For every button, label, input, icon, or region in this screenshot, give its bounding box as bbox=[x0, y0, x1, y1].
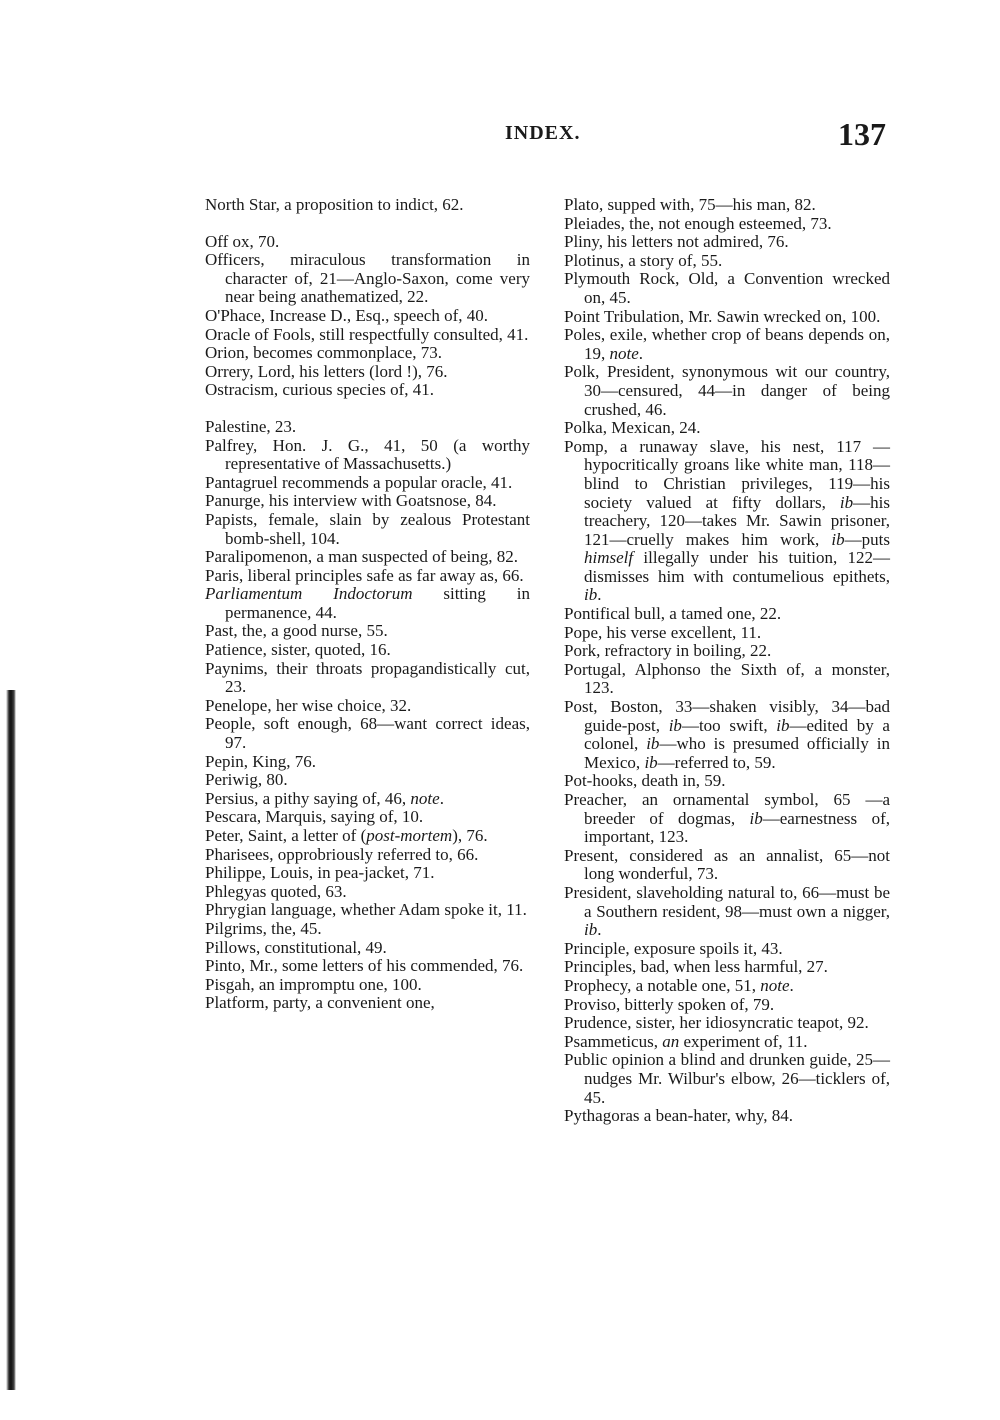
index-entry: Pescara, Marquis, saying of, 10. bbox=[205, 807, 424, 827]
index-entry: Pot-hooks, death in, 59. bbox=[564, 771, 726, 791]
index-entry: Pope, his verse excellent, 11. bbox=[564, 622, 762, 642]
index-entry: Panurge, his interview with Goatsnose, 84. bbox=[205, 491, 497, 511]
index-entry: Palestine, 23. bbox=[205, 416, 297, 436]
index-entry: Paynims, their throats propagandistically cut, 23. bbox=[205, 658, 530, 697]
index-entry: Orion, becomes commonplace, 73. bbox=[205, 343, 442, 363]
index-entry: Phlegyas quoted, 63. bbox=[205, 881, 347, 901]
index-entry: Post, Boston, 33—shaken visibly, 34—bad guide-post, ib—too swift, ib—edited by a colonel, ib—who is presumed officially in Mexico, ib—referred to, 59. bbox=[564, 697, 890, 772]
index-entry: Ostracism, curious species of, 41. bbox=[205, 380, 434, 400]
index-entry: Pliny, his letters not admired, 76. bbox=[564, 232, 789, 252]
index-entry: Poles, exile, whether crop of beans depends on, 19, note. bbox=[564, 325, 890, 363]
index-entry: Pisgah, an impromptu one, 100. bbox=[205, 974, 422, 994]
index-entry: Philippe, Louis, in pea-jacket, 71. bbox=[205, 863, 435, 883]
index-entry: Principles, bad, when less harmful, 27. bbox=[564, 957, 828, 977]
index-entry: Orrery, Lord, his letters (lord !), 76. bbox=[205, 361, 448, 381]
index-entry: Plotinus, a story of, 55. bbox=[564, 250, 723, 270]
index-entry: Point Tribulation, Mr. Sawin wrecked on, 100. bbox=[564, 306, 881, 326]
index-entry: Pork, refractory in boiling, 22. bbox=[564, 641, 772, 661]
index-entry: Palfrey, Hon. J. G., 41, 50 (a worthy representative of Massachusetts.) bbox=[205, 435, 530, 474]
index-entry: Polk, President, synonymous wit our country, 30—censured, 44—in danger of being crushed, 46. bbox=[564, 362, 890, 419]
index-entry: Polka, Mexican, 24. bbox=[564, 418, 701, 438]
index-entry: Patience, sister, quoted, 16. bbox=[205, 640, 391, 660]
index-entry: Plato, supped with, 75—his man, 82. bbox=[564, 195, 816, 214]
index-entry: Penelope, her wise choice, 32. bbox=[205, 695, 412, 715]
index-entry: Pomp, a runaway slave, his nest, 117 — hypocritically groans like white man, 118—blind to Christian privileges, 119—his society valued at fifty dollars, ib—his treachery, 120—takes Mr. Sawin prisoner, 121—cruelly makes him work, ib—puts himself illegally under his tuition, 122—dismisses him with contumelious epithets, ib. bbox=[564, 436, 890, 605]
index-column-right bbox=[564, 196, 890, 1126]
index-entry: Principle, exposure spoils it, 43. bbox=[564, 938, 783, 958]
index-entry: Pepin, King, 76. bbox=[205, 751, 316, 771]
index-entry: Pleiades, the, not enough esteemed, 73. bbox=[564, 213, 832, 233]
index-entry: Phrygian language, whether Adam spoke it, 11. bbox=[205, 900, 527, 920]
index-entry: O'Phace, Increase D., Esq., speech of, 40. bbox=[205, 305, 488, 325]
index-entry: Paris, liberal principles safe as far away as, 66. bbox=[205, 565, 524, 585]
index-entry: Parliamentum Indoctorum sitting in permanence, 44. bbox=[205, 584, 530, 622]
index-entry: Peter, Saint, a letter of (post-mortem), 76. bbox=[205, 826, 488, 845]
index-entry: Pharisees, opprobriously referred to, 66. bbox=[205, 844, 479, 864]
page-number: 137 bbox=[838, 116, 886, 152]
index-entry: Oracle of Fools, still respectfully consulted, 41. bbox=[205, 324, 529, 344]
index-entry: People, soft enough, 68—want correct ideas, 97. bbox=[205, 714, 530, 753]
running-header-title: INDEX. bbox=[505, 122, 581, 144]
index-entry: Platform, party, a convenient one, bbox=[205, 993, 435, 1013]
index-entry: Pillows, constitutional, 49. bbox=[205, 937, 387, 957]
index-entry: Past, the, a good nurse, 55. bbox=[205, 621, 388, 641]
index-entry: Psammeticus, an experiment of, 11. bbox=[564, 1031, 808, 1051]
index-entry: Pilgrims, the, 45. bbox=[205, 918, 322, 938]
index-entry: Pythagoras a bean-hater, why, 84. bbox=[564, 1106, 794, 1126]
index-entry: Periwig, 80. bbox=[205, 770, 288, 790]
index-entry: Plymouth Rock, Old, a Convention wrecked on, 45. bbox=[564, 269, 890, 307]
index-entry: Public opinion a blind and drunken guide, 25—nudges Mr. Wilbur's elbow, 26—ticklers of, 45. bbox=[564, 1050, 890, 1107]
index-entry: President, slaveholding natural to, 66—must be a Southern resident, 98—must own a nigger, ib. bbox=[564, 882, 890, 940]
index-entry: Off ox, 70. bbox=[205, 231, 280, 251]
index-entry: Persius, a pithy saying of, 46, note. bbox=[205, 788, 444, 808]
index-entry: Preacher, an ornamental symbol, 65 —a breeder of dogmas, ib—earnestness of, important, 123. bbox=[564, 790, 890, 847]
index-entry: Proviso, bitterly spoken of, 79. bbox=[564, 994, 775, 1014]
index-entry: Pantagruel recommends a popular oracle, 41. bbox=[205, 472, 513, 492]
index-entry: Pontifical bull, a tamed one, 22. bbox=[564, 604, 782, 624]
index-entry: Papists, female, slain by zealous Protestant bomb-shell, 104. bbox=[205, 509, 530, 548]
scan-edge-shadow bbox=[6, 690, 16, 1390]
index-entry: Paralipomenon, a man suspected of being, 82. bbox=[205, 547, 519, 567]
index-entry: North Star, a proposition to indict, 62. bbox=[205, 195, 464, 214]
index-entry: Prudence, sister, her idiosyncratic teapot, 92. bbox=[564, 1013, 869, 1033]
index-column-left bbox=[205, 196, 530, 1013]
index-entry: Prophecy, a notable one, 51, note. bbox=[564, 975, 794, 995]
index-entry: Portugal, Alphonso the Sixth of, a monster, 123. bbox=[564, 659, 890, 698]
index-entry: Officers, miraculous transformation in character of, 21—Anglo-Saxon, come very near being anathematized, 22. bbox=[205, 250, 530, 307]
index-entry: Pinto, Mr., some letters of his commended, 76. bbox=[205, 956, 524, 976]
index-entry: Present, considered as an annalist, 65—not long wonderful, 73. bbox=[564, 845, 890, 884]
